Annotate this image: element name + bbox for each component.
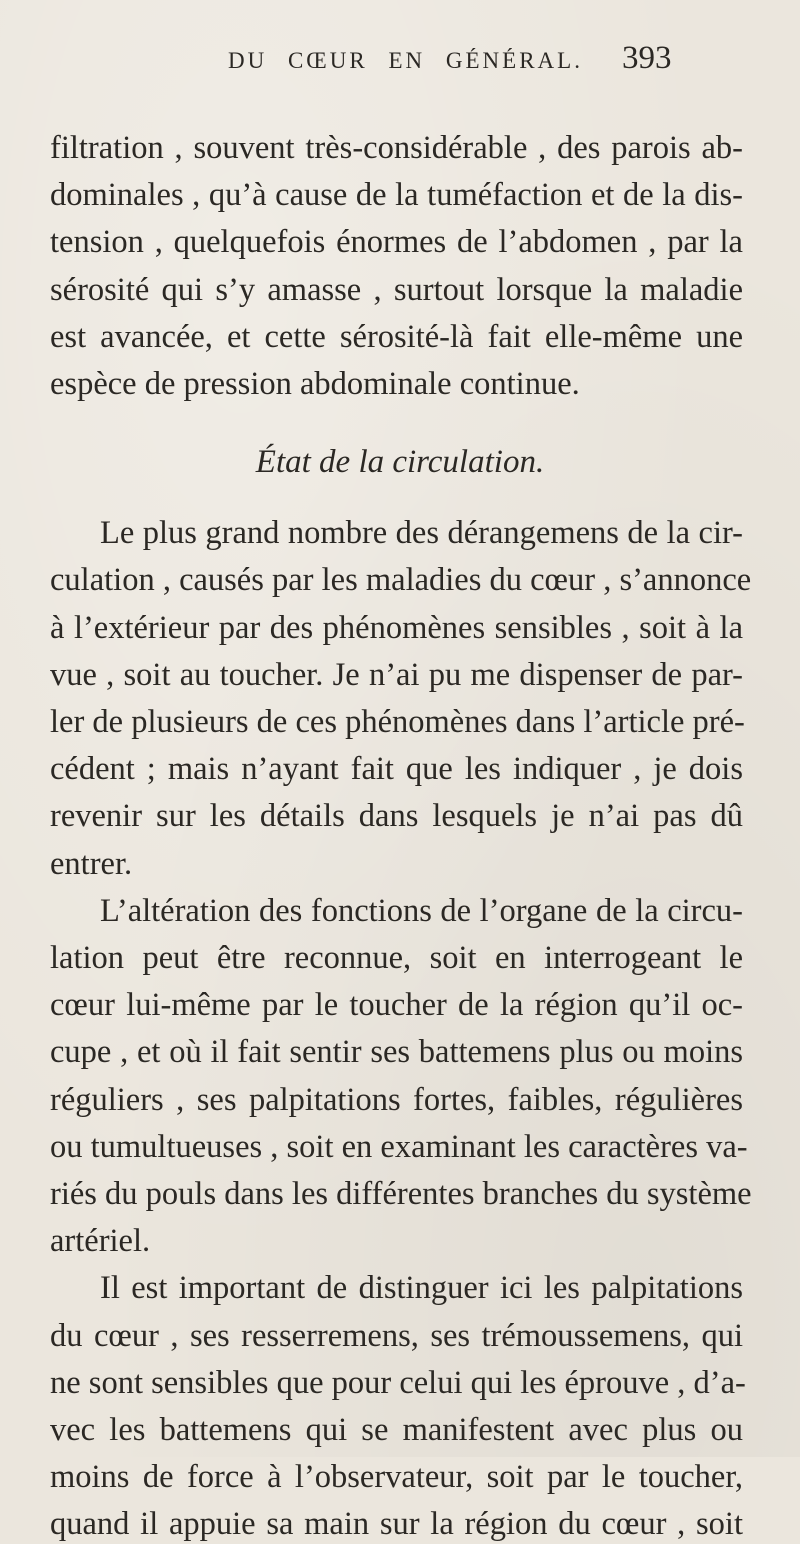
text-line: cupe , et où il fait sentir ses battemens plus ou moins — [50, 1034, 743, 1071]
running-title: DU CŒUR EN GÉNÉRAL. — [228, 48, 583, 73]
text-line: ler de plusieurs de ces phénomènes dans l’article pré- — [50, 704, 745, 740]
text-line: L’altération des fonctions de l’organe de la circu- — [100, 892, 743, 929]
text-line: dominales , qu’à cause de la tuméfaction et de la dis- — [50, 177, 743, 214]
text-line: est avancée, et cette sérosité-là fait elle-même une — [50, 318, 743, 355]
text-line: tension , quelquefois énormes de l’abdomen , par la — [50, 224, 743, 261]
text-line: Il est important de distinguer ici les palpitations — [100, 1270, 743, 1307]
text-line: vue , soit au toucher. Je n’ai pu me dispenser de par- — [50, 656, 743, 693]
text-line: riés du pouls dans les différentes branches du système — [50, 1176, 752, 1212]
text-line: à l’extérieur par des phénomènes sensibles , soit à la — [50, 609, 743, 646]
text-line: sérosité qui s’y amasse , surtout lorsque la maladie — [50, 271, 743, 308]
text-line: espèce de pression abdominale continue. — [50, 366, 580, 402]
text-line: entrer. — [50, 845, 133, 882]
page-number: 393 — [622, 40, 672, 76]
text-line: moins de force à l’observateur, soit par le toucher, — [50, 1459, 743, 1496]
section-title: État de la circulation. — [255, 444, 545, 480]
text-line: cœur lui-même par le toucher de la région qu’il oc- — [50, 987, 743, 1024]
text-line: culation , causés par les maladies du cœur , s’annonce — [50, 562, 752, 599]
text-line: cédent ; mais n’ayant fait que les indiquer , je dois — [50, 751, 743, 788]
text-line: du cœur , ses resserremens, ses trémoussemens, qui — [50, 1317, 743, 1354]
text-line: filtration , souvent très-considérable , des parois ab- — [50, 130, 743, 166]
text-line: Le plus grand nombre des dérangemens de la cir- — [100, 515, 743, 552]
text-line: ou tumultueuses , soit en examinant les caractères va- — [50, 1128, 748, 1165]
text-line: revenir sur les détails dans lesquels je n’ai pas dû — [50, 798, 743, 835]
text-line: vec les battemens qui se manifestent avec plus ou — [50, 1412, 743, 1448]
text-line: réguliers , ses palpitations fortes, faibles, régulières — [50, 1081, 743, 1118]
text-line: artériel. — [50, 1223, 151, 1260]
text-line: lation peut être reconnue, soit en interrogeant le — [50, 940, 743, 976]
text-line: quand il appuie sa main sur la région du cœur , soit — [50, 1506, 743, 1543]
text-line: ne sont sensibles que pour celui qui les éprouve , d’a- — [50, 1364, 746, 1401]
